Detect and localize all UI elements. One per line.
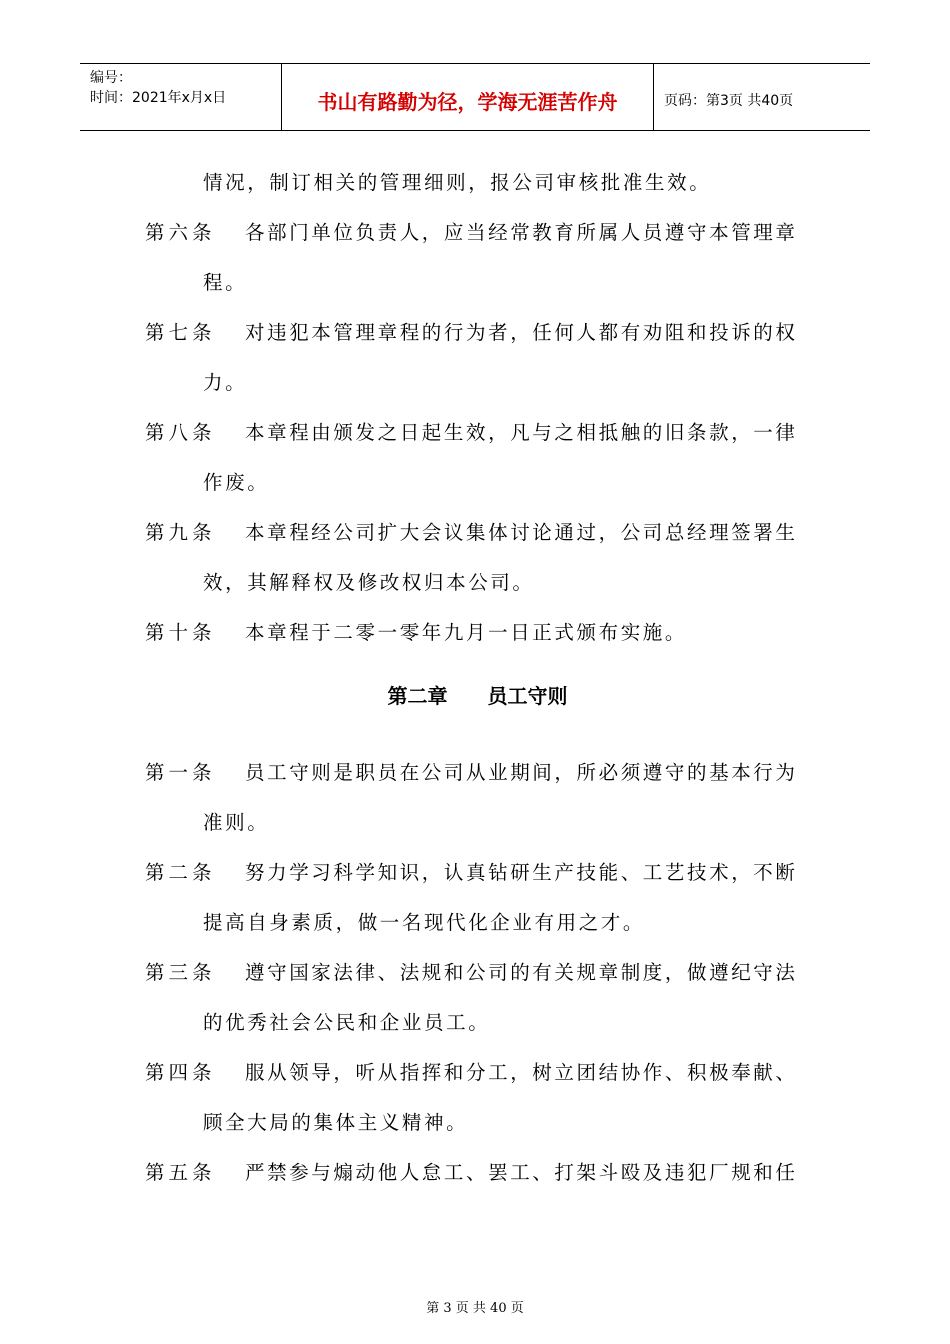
- article-continuation: 程。: [203, 271, 248, 294]
- article-line: [145, 608, 810, 658]
- article-text: 各部门单位负责人，应当经常教育所属人员遵守本管理章: [245, 221, 798, 244]
- article-text: 本章程于二零一零年九月一日正式颁布实施。: [245, 621, 688, 644]
- article-text: 员工守则是职员在公司从业期间，所必须遵守的基本行为: [245, 761, 798, 784]
- article-text: 本章程经公司扩大会议集体讨论通过，公司总经理签署生: [245, 521, 798, 544]
- article-continuation: 力。: [203, 371, 248, 394]
- article-line: [145, 748, 810, 798]
- article-text: 严禁参与煽动他人怠工、罢工、打架斗殴及违犯厂规和任: [245, 1161, 798, 1184]
- article-continuation: 效，其解释权及修改权归本公司。: [203, 571, 535, 594]
- article-continuation: 作废。: [203, 471, 270, 494]
- chapter-heading: 第二章 员工守则: [387, 684, 568, 708]
- article-number: 第八条: [145, 421, 216, 444]
- continued-paragraph-line: 情况，制订相关的管理细则，报公司审核批准生效。: [203, 171, 712, 194]
- article-text: 努力学习科学知识，认真钻研生产技能、工艺技术，不断: [245, 861, 798, 884]
- article-text: 对违犯本管理章程的行为者，任何人都有劝阻和投诉的权: [245, 321, 798, 344]
- article-number: 第十条: [145, 621, 216, 644]
- article-line: [145, 408, 810, 458]
- chapter2-article-list: [145, 748, 810, 1198]
- article-line: [145, 208, 810, 258]
- article-line: [145, 848, 810, 898]
- header-motto: 书山有路勤为径，学海无涯苦作舟: [282, 64, 654, 130]
- article-line: [145, 948, 810, 998]
- article-number: 第三条: [145, 961, 216, 984]
- article-line: [145, 308, 810, 358]
- article-number: 第五条: [145, 1161, 216, 1184]
- page-footer: 第 3 页 共 40 页: [426, 1301, 524, 1316]
- article-text: 本章程由颁发之日起生效，凡与之相抵触的旧条款，一律: [245, 421, 798, 444]
- document-number-label: 编号：: [90, 70, 132, 86]
- article-line: [145, 1148, 810, 1198]
- article-text: 服从领导，听从指挥和分工，树立团结协作、积极奉献、: [245, 1061, 798, 1084]
- article-text: 遵守国家法律、法规和公司的有关规章制度，做遵纪守法: [245, 961, 798, 984]
- article-continuation: 的优秀社会公民和企业员工。: [203, 1011, 491, 1034]
- article-line: [145, 1048, 810, 1098]
- document-time-label: 时间：2021年x月x日: [90, 90, 227, 106]
- article-continuation: 准则。: [203, 811, 270, 834]
- header-meta-cell: [80, 64, 282, 130]
- page-header: [80, 63, 870, 131]
- article-number: 第一条: [145, 761, 216, 784]
- header-page-info: 页码：第3页 共40页: [664, 93, 794, 109]
- article-number: 第六条: [145, 221, 216, 244]
- article-line: [145, 508, 810, 558]
- document-body: [145, 158, 810, 1198]
- section1-article-list: [145, 208, 810, 658]
- article-continuation: 提高自身素质，做一名现代化企业有用之才。: [203, 911, 646, 934]
- article-number: 第九条: [145, 521, 216, 544]
- article-continuation: 顾全大局的集体主义精神。: [203, 1111, 469, 1134]
- article-number: 第四条: [145, 1061, 216, 1084]
- article-number: 第七条: [145, 321, 216, 344]
- article-number: 第二条: [145, 861, 216, 884]
